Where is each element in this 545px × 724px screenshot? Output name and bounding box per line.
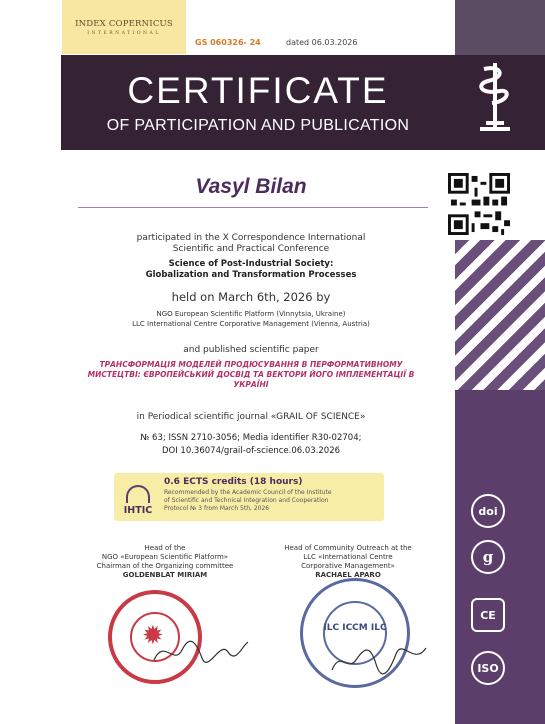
left-signatory: Head of the NGO «European Scientific Platform» Chairman of the Organizing committee GOLDENBLAT MIRIAM [60, 544, 270, 580]
journal-doi: DOI 10.36074/grail-of-science.06.03.2026 [161, 446, 341, 456]
certificate-code: GS 060326- 24 [195, 38, 261, 47]
certificate-subtitle: OF PARTICIPATION AND PUBLICATION [106, 117, 410, 134]
iso-icon: ISO [471, 651, 505, 685]
ihtic-logo [116, 476, 160, 518]
index-copernicus-logo [62, 0, 186, 54]
title-banner [61, 55, 455, 150]
right-signature [330, 640, 430, 680]
paper-title-3: УКРАЇНІ [233, 380, 269, 389]
paper-intro: and published scientific paper [183, 345, 319, 355]
journal-issue: № 63; ISSN 2710-3056; Media identifier R30-02704; [140, 433, 362, 443]
ects-credits: 0.6 ECTS credits (18 hours) [164, 477, 303, 487]
name-underline [78, 207, 428, 208]
conference-title-1: Science of Post-Industrial Society: [168, 259, 334, 269]
striped-decoration [455, 240, 545, 390]
left-signature [150, 632, 250, 672]
paper-title-2: МИСТЕЦТВІ: ЄВРОПЕЙСЬКИЙ ДОСВІД ТА ВЕКТОРИ ЙОГО ІМПЛЕМЕНТАЦІЇ В [87, 370, 415, 379]
conference-intro-2: Scientific and Practical Conference [172, 244, 330, 254]
organizer-1: NGO European Scientific Platform (Vinnytsia, Ukraine) [156, 310, 346, 318]
certificate-title: CERTIFICATE [127, 70, 389, 111]
ce-mark-icon: CE [471, 598, 505, 632]
ects-recommendation: Recommended by the Academic Council of the Institute of Scientific and Technical Integration and Cooperation Protocol № 3 from March 5th, 2026 [164, 489, 332, 512]
organizer-2: LLC International Centre Corporative Management (Vienna, Austria) [132, 320, 370, 328]
doi-icon: doi [471, 494, 505, 528]
conference-intro-1: participated in the X Correspondence International [136, 233, 366, 243]
star-icon: ✹ [142, 621, 164, 651]
rod-of-asclepius-icon [474, 55, 516, 139]
copernicus-logo-text: INDEX COPERNICUS [75, 18, 173, 29]
qr-code[interactable] [448, 173, 510, 235]
google-scholar-icon: g [471, 540, 505, 574]
right-signatory-name: RACHAEL APARO [315, 571, 381, 579]
conference-title-2: Globalization and Transformation Processes [145, 270, 357, 280]
right-signatory: Head of Community Outreach at the LLC «International Centre Corporative Management» RACHAEL APARO [258, 544, 438, 580]
ihtic-arch-icon [126, 485, 150, 503]
journal-name: in Periodical scientific journal «GRAIL OF SCIENCE» [136, 412, 366, 422]
copernicus-logo-subtitle: INTERNATIONAL [87, 30, 161, 36]
ihtic-label: IHTIC [123, 505, 153, 516]
left-signatory-name: GOLDENBLAT MIRIAM [122, 571, 208, 579]
certificate-date: dated 06.03.2026 [286, 38, 358, 47]
paper-title-1: ТРАНСФОРМАЦІЯ МОДЕЛЕЙ ПРОДЮСУВАННЯ В ПЕРФОРМАТИВНОМУ [99, 360, 403, 369]
iccm-seal-text: ILC ICCM ILC [323, 623, 387, 633]
participant-name: Vasyl Bilan [195, 175, 307, 198]
conference-held: held on March 6th, 2026 by [171, 290, 331, 304]
